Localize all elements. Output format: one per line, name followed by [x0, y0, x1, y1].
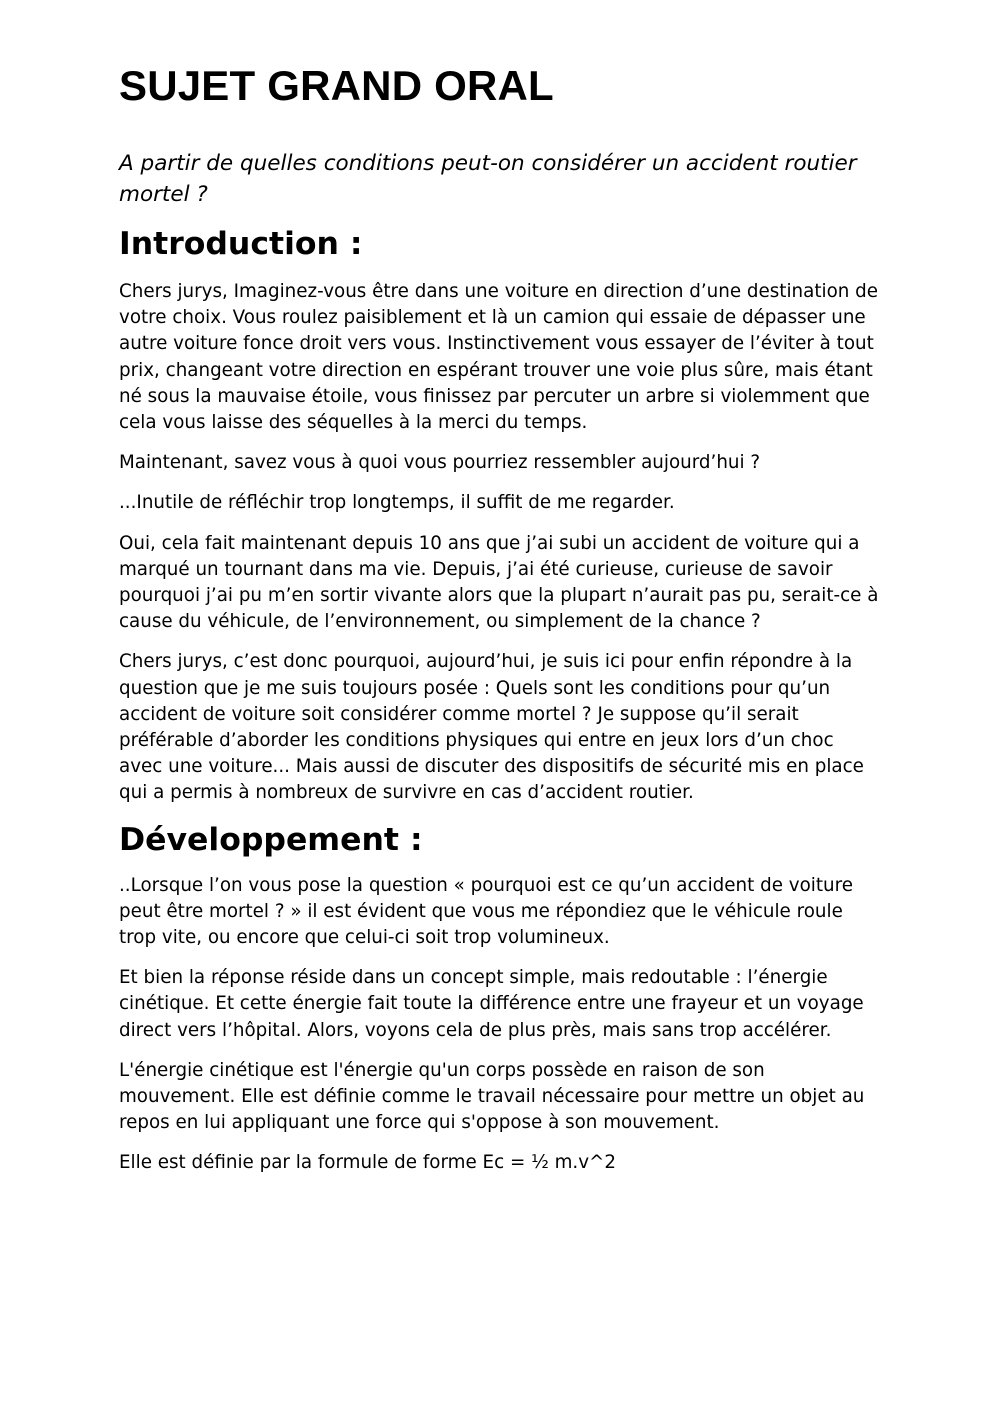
introduction-section: [119, 279, 879, 807]
developpement-paragraph-4: Elle est définie par la formule de forme Ec = ½ m.v^2: [119, 1152, 616, 1174]
developpement-paragraph-2: Et bien la réponse réside dans un concept simple, mais redoutable : l’énergie cinétique. Et cette énergie fait toute la différence entre une frayeur et un voyage direct vers l’hôpital. Alors, voyons cela de plus près, mais sans trop accélérer.: [119, 967, 864, 1041]
developpement-paragraph-1: ..Lorsque l’on vous pose la question « pourquoi est ce qu’un accident de voiture peut être mortel ? » il est évident que vous me répondiez que le véhicule roule trop vite, ou encore que celui-ci soit trop volumineux.: [119, 874, 853, 949]
introduction-paragraph-3: ...Inutile de réfléchir trop longtemps, il suffit de me regarder.: [119, 492, 675, 514]
developpement-section: [119, 873, 879, 1177]
introduction-paragraph-2: Maintenant, savez vous à quoi vous pourriez ressembler aujourd’hui ?: [119, 452, 761, 474]
introduction-paragraph-4: Oui, cela fait maintenant depuis 10 ans que j’ai subi un accident de voiture qui a marqué un tournant dans ma vie. Depuis, j’ai été curieuse, curieuse de savoir pourquoi j’ai pu m’en sortir vivante alors que la plupart n’aurait pas pu, serait-ce à cause du véhicule, de l’environnement, ou simplement de la chance ?: [119, 532, 879, 633]
document-title: SUJET GRAND ORAL: [119, 62, 554, 109]
introduction-heading: Introduction :: [119, 226, 363, 262]
introduction-paragraph-1: Chers jurys, Imaginez-vous être dans une voiture en direction d’une destination de votre choix. Vous roulez paisiblement et là un camion qui essaie de dépasser une autre voiture fonce droit vers vous. Instinctivement vous essayer de l’éviter à tout prix, changeant votre direction en espérant trouver une voie plus sûre, mais étant né sous la mauvaise étoile, vous finissez par percuter un arbre si violemment que cela vous laisse des séquelles à la merci du temps.: [119, 281, 879, 434]
developpement-paragraph-3: L'énergie cinétique est l'énergie qu'un corps possède en raison de son mouvement. Elle est définie comme le travail nécessaire pour mettre un objet au repos en lui appliquant une force qui s'oppose à son mouvement.: [119, 1059, 865, 1134]
developpement-heading: Développement :: [119, 821, 423, 858]
document-page: [119, 62, 879, 1177]
introduction-paragraph-5: Chers jurys, c’est donc pourquoi, aujourd’hui, je suis ici pour enfin répondre à la question que je me suis toujours posée : Quels sont les conditions pour qu’un accident de voiture soit considérer comme mortel ? Je suppose qu’il serait préférable d’aborder les conditions physiques qui entre en jeux lors d’un choc avec une voiture... Mais aussi de discuter des dispositifs de sécurité mis en place qui a permis à nombreux de survivre en cas d’accident routier.: [119, 651, 864, 804]
subject-question: A partir de quelles conditions peut-on considérer un accident routier mortel ?: [119, 151, 857, 207]
